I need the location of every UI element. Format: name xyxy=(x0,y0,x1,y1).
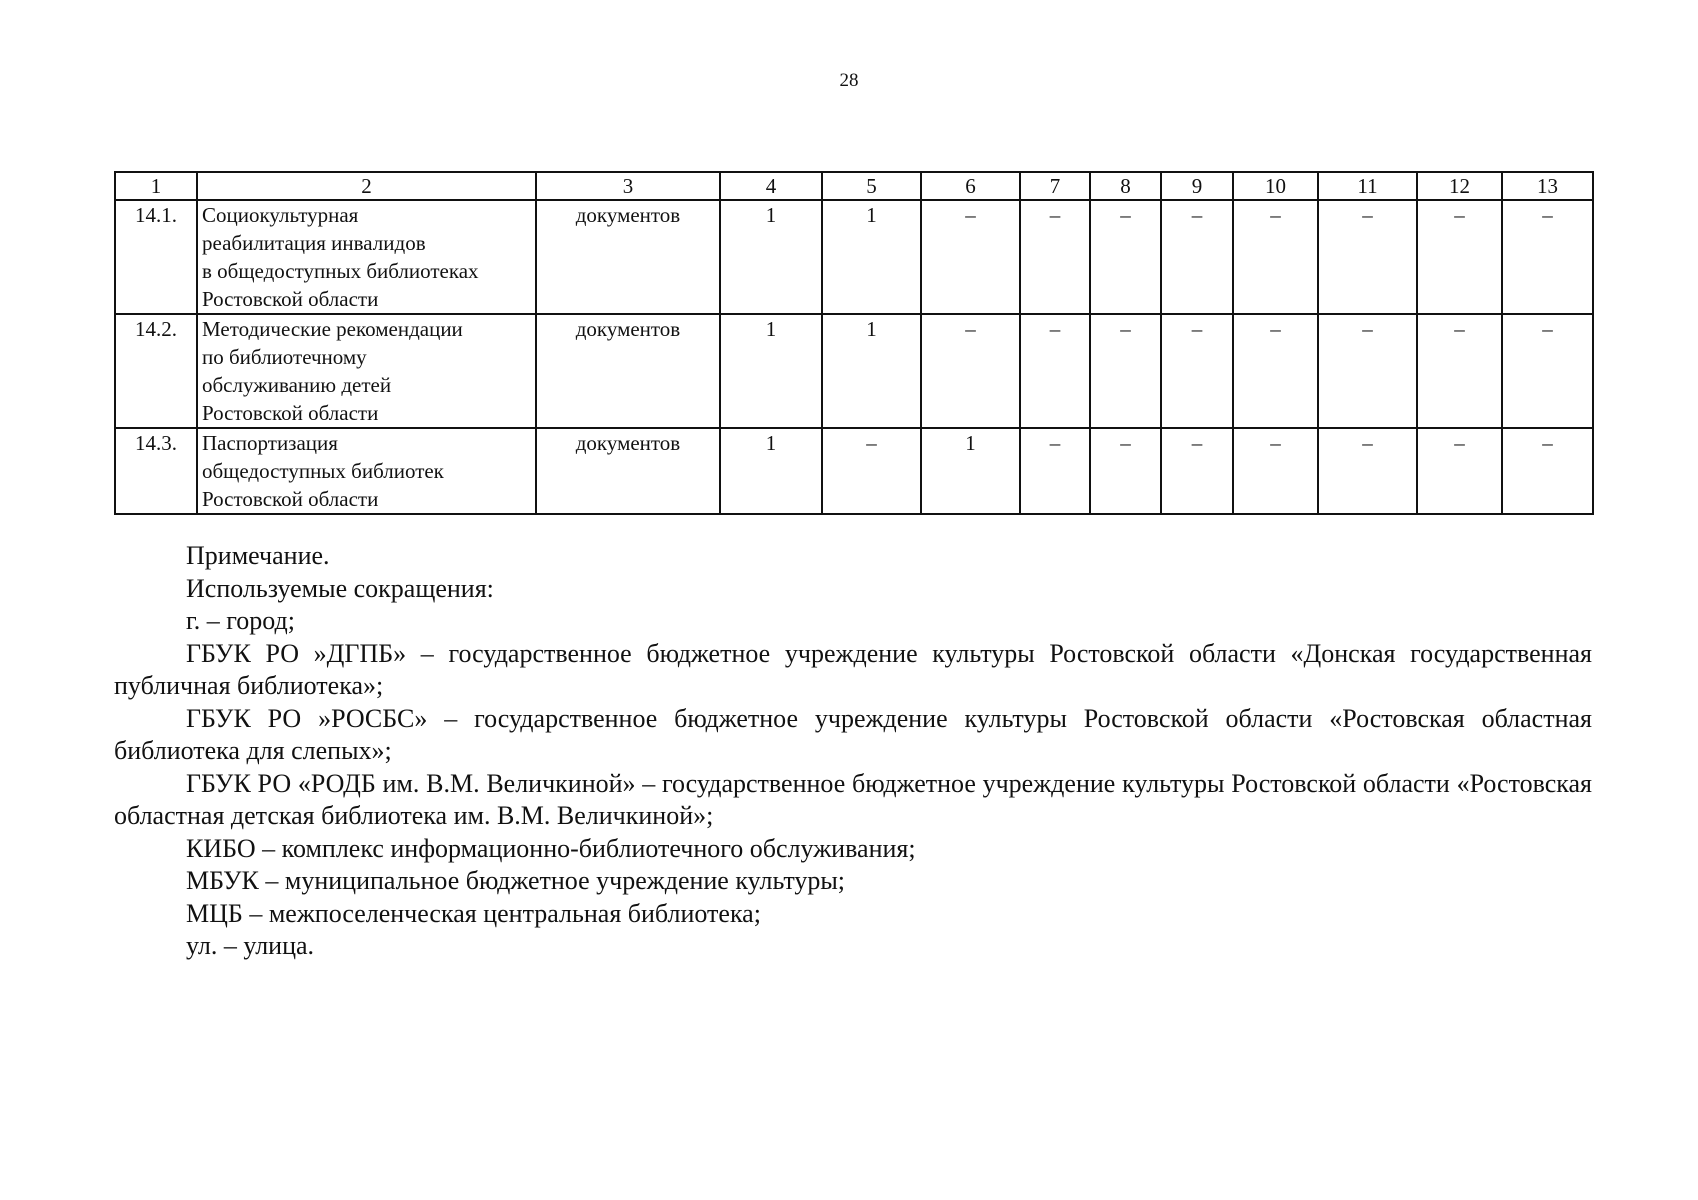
note-item: МЦБ – межпоселенческая центральная библиотека; xyxy=(186,898,761,928)
note-item: ул. – улица. xyxy=(186,931,315,960)
cell-col-7: – xyxy=(1020,200,1090,314)
cell-col-12: – xyxy=(1417,428,1502,514)
row-name-line: Ростовской области xyxy=(202,287,379,311)
header-col-9: 9 xyxy=(1161,172,1233,200)
row-name-line: Ростовской области xyxy=(202,401,379,425)
header-col-4: 4 xyxy=(720,172,822,200)
row-name-line: Паспортизация xyxy=(202,431,338,455)
row-name-line: общедоступных библиотек xyxy=(202,459,444,483)
cell-col-8: – xyxy=(1090,428,1161,514)
header-row xyxy=(115,172,1593,200)
note-subheading: Используемые сокращения: xyxy=(186,573,494,603)
cell-col-10: – xyxy=(1233,200,1318,314)
page-number: 28 xyxy=(839,70,859,91)
document-table xyxy=(114,171,1594,515)
row-unit: документов xyxy=(536,314,720,428)
table-body xyxy=(115,200,1593,514)
cell-col-13: – xyxy=(1502,314,1593,428)
row-name-line: в общедоступных библиотеках xyxy=(202,259,479,283)
header-col-12: 12 xyxy=(1417,172,1502,200)
cell-col-11: – xyxy=(1318,314,1417,428)
row-name xyxy=(197,200,536,314)
table-header xyxy=(115,172,1593,200)
row-number: 14.2. xyxy=(115,314,197,428)
cell-col-7: – xyxy=(1020,428,1090,514)
cell-col-7: – xyxy=(1020,314,1090,428)
cell-col-4: 1 xyxy=(720,200,822,314)
table-row xyxy=(115,314,1593,428)
note-item: ГБУК РО »РОСБС» – государственное бюджетное учреждение культуры Ростовской области «Ростовская областная библиотека для слепых»; xyxy=(114,703,1592,765)
row-name-line: Социокультурная xyxy=(202,203,359,227)
note-item: КИБО – комплекс информационно-библиотечного обслуживания; xyxy=(186,833,916,863)
cell-col-4: 1 xyxy=(720,428,822,514)
header-col-5: 5 xyxy=(822,172,921,200)
cell-col-9: – xyxy=(1161,200,1233,314)
cell-col-9: – xyxy=(1161,428,1233,514)
header-col-11: 11 xyxy=(1318,172,1417,200)
cell-col-11: – xyxy=(1318,428,1417,514)
cell-col-5: – xyxy=(822,428,921,514)
cell-col-5: 1 xyxy=(822,200,921,314)
row-number: 14.1. xyxy=(115,200,197,314)
notes-section xyxy=(114,540,1592,963)
cell-col-10: – xyxy=(1233,428,1318,514)
header-col-1: 1 xyxy=(115,172,197,200)
header-col-7: 7 xyxy=(1020,172,1090,200)
row-unit: документов xyxy=(536,200,720,314)
note-item: МБУК – муниципальное бюджетное учреждение культуры; xyxy=(186,866,846,895)
header-col-10: 10 xyxy=(1233,172,1318,200)
note-item: г. – город; xyxy=(186,606,295,635)
row-number: 14.3. xyxy=(115,428,197,514)
row-name-line: обслуживанию детей xyxy=(202,373,392,397)
cell-col-12: – xyxy=(1417,314,1502,428)
cell-col-5: 1 xyxy=(822,314,921,428)
row-unit: документов xyxy=(536,428,720,514)
row-name-line: реабилитация инвалидов xyxy=(202,231,426,255)
row-name-line: по библиотечному xyxy=(202,345,367,369)
cell-col-13: – xyxy=(1502,428,1593,514)
cell-col-13: – xyxy=(1502,200,1593,314)
table-row xyxy=(115,200,1593,314)
cell-col-6: 1 xyxy=(921,428,1020,514)
row-name-line: Методические рекомендации xyxy=(202,317,463,341)
cell-col-8: – xyxy=(1090,200,1161,314)
row-name xyxy=(197,314,536,428)
header-col-3: 3 xyxy=(536,172,720,200)
header-col-6: 6 xyxy=(921,172,1020,200)
header-col-8: 8 xyxy=(1090,172,1161,200)
note-item: ГБУК РО «РОДБ им. В.М. Величкиной» – государственное бюджетное учреждение культуры Ростовской области «Ростовская областная детская библиотека им. В.М. Величкиной»; xyxy=(114,768,1592,830)
row-name-line: Ростовской области xyxy=(202,487,379,511)
table-row xyxy=(115,428,1593,514)
note-heading: Примечание. xyxy=(186,541,330,570)
cell-col-10: – xyxy=(1233,314,1318,428)
cell-col-11: – xyxy=(1318,200,1417,314)
cell-col-6: – xyxy=(921,314,1020,428)
note-item: ГБУК РО »ДГПБ» – государственное бюджетное учреждение культуры Ростовской области «Донская государственная публичная библиотека»; xyxy=(114,638,1592,700)
cell-col-4: 1 xyxy=(720,314,822,428)
row-name xyxy=(197,428,536,514)
cell-col-9: – xyxy=(1161,314,1233,428)
cell-col-8: – xyxy=(1090,314,1161,428)
header-col-13: 13 xyxy=(1502,172,1593,200)
cell-col-6: – xyxy=(921,200,1020,314)
cell-col-12: – xyxy=(1417,200,1502,314)
header-col-2: 2 xyxy=(197,172,536,200)
